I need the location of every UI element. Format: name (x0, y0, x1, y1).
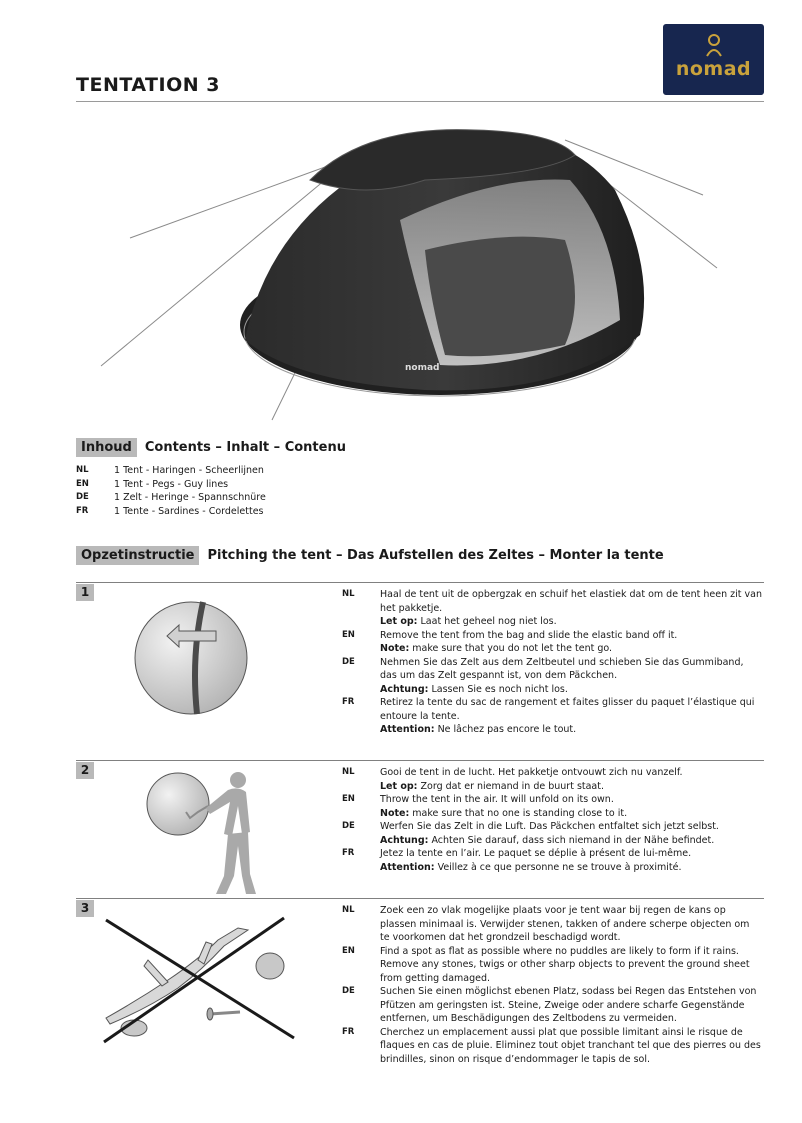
step-3-instructions: NL Zoek een zo vlak mogelijke plaats voor je tent waar bij regen de kans op plassen minimaal is. Verwijder stenen, takken of andere scherpe objecten om te voorkomen dat het grondzeil beschadigd wordt. EN Find a spot as flat as possible where no puddles are likely to form if it rains. Remove any stones, twigs or other sharp objects to prevent the ground sheet from getting damaged. DE Suchen Sie einen möglichst ebenen Platz, sodass bei Regen das Entstehen von Pfützen am geringsten ist. Steine, Zweige oder andere scharfe Gegenstände entfernen, um Beschädigungen des Zeltbodens zu vermeiden. FR Cherchez un emplacement aussi plat que possible limitant ainsi le risque de flaques en cas de pluie. Eliminez tout objet tranchant tel que des pierres ou des brindilles, sinon on risque d’endommager le tapis de sol. (342, 905, 761, 1065)
list-item: EN 1 Tent - Pegs - Guy lines (76, 478, 229, 490)
page-title: TENTATION 3 (76, 74, 220, 96)
brand-logo (663, 24, 764, 95)
title-divider (76, 101, 764, 102)
step-1-instructions: NL Haal de tent uit de opbergzak en schuif het elastiek dat om de tent heen zit van het pakketje. Let op: Laat het geheel nog niet los. EN Remove the tent from the bag and slide the elastic band off it. Note: make sure that you do not let the tent go. DE Nehmen Sie das Zelt aus dem Zeltbeutel und schieben Sie das Gummiband, das um das Zelt gespannt ist, von dem Päckchen. Achtung: Lassen Sie es noch nicht los. FR Retirez la tente du sac de rangement et faites glisser du paquet l’élastique qui entoure la tente. Attention: Ne lâchez pas encore le tout. (342, 589, 762, 735)
step-2-instructions: NL Gooi de tent in de lucht. Het pakketje ontvouwt zich nu vanzelf. Let op: Zorg dat er niemand in de buurt staat. EN Throw the tent in the air. It will unfold on its own. Note: make sure that no one is standing close to it. DE Werfen Sie das Zelt in die Luft. Das Päckchen entfaltet sich jetzt selbst. Achtung: Achten Sie darauf, dass sich niemand in der Nähe befindet. FR Jetez la tente en l’air. Le paquet se déplie à présent de lui-même. Attention: Veillez à ce que personne ne se trouve à proximité. (342, 767, 719, 873)
list-item: DE 1 Zelt - Heringe - Spannschnüre (76, 492, 266, 503)
packed-tent-illustration (131, 596, 251, 721)
step-1 (76, 582, 764, 758)
list-item: NL 1 Tent - Haringen - Scheerlijnen (76, 465, 264, 476)
step-divider (76, 760, 764, 761)
throw-tent-illustration (146, 766, 266, 901)
svg-text:nomad: nomad (405, 363, 440, 373)
step-3 (76, 898, 764, 1078)
pitching-heading (76, 546, 664, 565)
logo-figure-icon (705, 34, 723, 58)
contents-tag: Inhoud (76, 438, 137, 457)
logo-wordmark: nomad (675, 58, 752, 80)
list-item: FR 1 Tente - Sardines - Cordelettes (76, 505, 264, 517)
contents-heading (76, 438, 346, 457)
step-2 (76, 760, 764, 896)
tent-illustration (95, 120, 725, 425)
pitching-tag: Opzetinstructie (76, 546, 199, 565)
contents-list (76, 464, 266, 518)
step-number: 2 (76, 762, 94, 779)
step-number: 1 (76, 584, 94, 601)
step-number: 3 (76, 900, 94, 917)
remove-objects-illustration (98, 910, 298, 1050)
step-divider (76, 582, 764, 583)
step-divider (76, 898, 764, 899)
contents-title: Contents – Inhalt – Contenu (144, 440, 346, 455)
pitching-title: Pitching the tent – Das Aufstellen des Zeltes – Monter la tente (207, 548, 664, 563)
